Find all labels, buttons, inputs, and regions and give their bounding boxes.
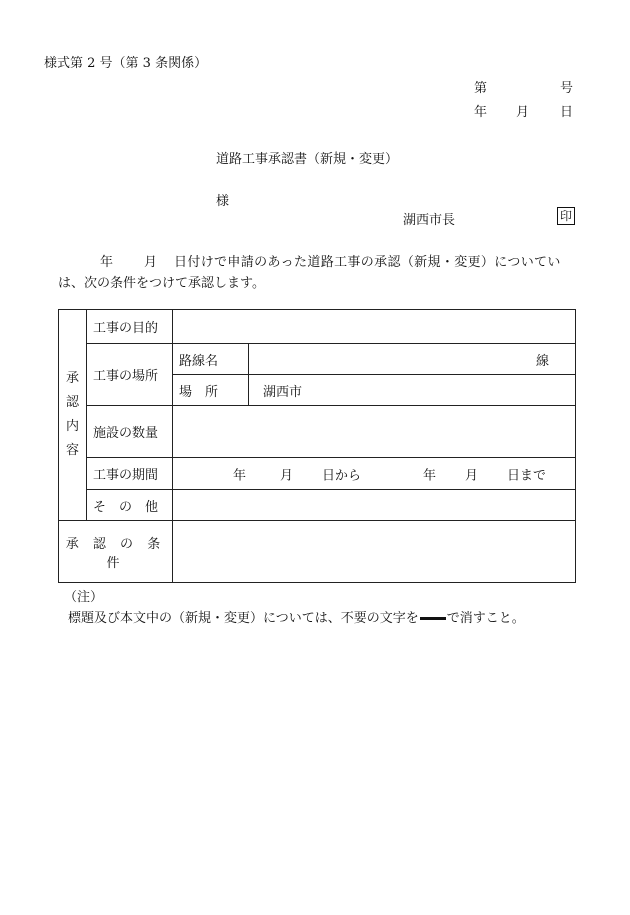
route-name-field[interactable] [249, 344, 576, 375]
date-day: 日 [560, 105, 574, 120]
approval-content-char: 承 [65, 371, 79, 386]
approval-content-label [59, 310, 87, 521]
period-from-month: 月 [280, 468, 294, 483]
conditions-label: 承 認 の 条 件 [59, 521, 173, 583]
form-number: 様式第 2 号（第 3 条関係） [44, 56, 208, 71]
strike-line-sample [420, 617, 446, 620]
period-to-month: 月 [465, 468, 479, 483]
doc-number-suffix: 号 [560, 81, 574, 96]
purpose-field[interactable] [173, 310, 576, 344]
body-month: 月 [144, 255, 158, 270]
route-name-label: 路線名 [173, 344, 249, 375]
date-year: 年 [474, 105, 488, 120]
date-month: 月 [516, 105, 530, 120]
route-suffix: 線 [535, 353, 549, 369]
period-from-day: 日から [322, 468, 362, 483]
place-field[interactable]: 湖西市 [249, 375, 576, 406]
issuer-name: 湖西市長 [403, 213, 456, 228]
quantity-field[interactable] [173, 406, 576, 458]
purpose-label: 工事の目的 [87, 310, 173, 344]
period-field[interactable] [173, 458, 576, 490]
note-heading: （注） [64, 590, 104, 605]
document-title: 道路工事承認書（新規・変更） [216, 152, 399, 167]
body-year: 年 [100, 255, 114, 270]
doc-number-prefix: 第 [474, 81, 488, 96]
conditions-field[interactable] [173, 521, 576, 583]
other-field[interactable] [173, 490, 576, 521]
approval-table [58, 309, 576, 583]
quantity-label: 施設の数量 [87, 406, 173, 458]
body-line-2: は、次の条件をつけて承認します。 [58, 276, 265, 291]
place-label: 場 所 [173, 375, 249, 406]
other-label: そ の 他 [87, 490, 173, 521]
note-text-before: 標題及び本文中の（新規・変更）については、不要の文字を [68, 611, 419, 626]
approval-content-char: 内 [65, 419, 79, 434]
location-label: 工事の場所 [87, 344, 173, 406]
body-text-1: 日付けで申請のあった道路工事の承認（新規・変更）についてい [174, 255, 561, 270]
seal-mark: 印 [557, 207, 575, 225]
period-to-year: 年 [423, 468, 437, 483]
approval-content-char: 認 [65, 395, 79, 410]
period-to-day: 日まで [507, 468, 547, 483]
period-from-year: 年 [233, 468, 247, 483]
note-text-after: で消すこと。 [446, 611, 525, 626]
note-text [68, 607, 525, 626]
period-label: 工事の期間 [87, 458, 173, 490]
approval-content-char: 容 [65, 443, 79, 458]
addressee-suffix: 様 [216, 194, 230, 209]
